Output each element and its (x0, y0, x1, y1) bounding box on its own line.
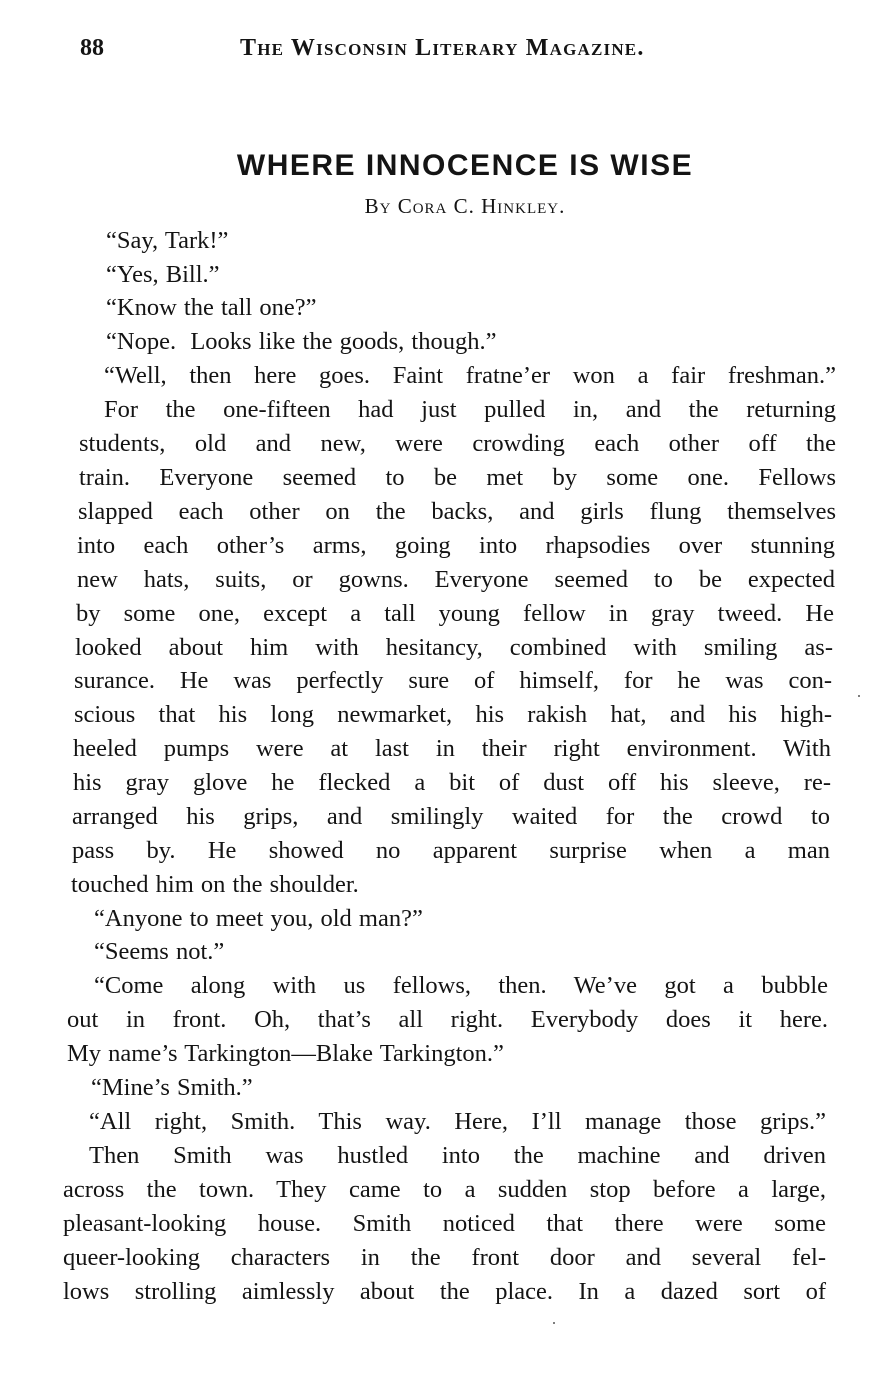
text-line: “All right, Smith. This way. Here, I’ll manage those grips.” (89, 1108, 826, 1135)
text-line: touched him on the shoulder. (71, 871, 359, 898)
text-line: “Anyone to meet you, old man?” (94, 905, 423, 932)
running-head (80, 30, 690, 66)
text-line: new hats, suits, or gowns. Everyone seemed to be expected (77, 566, 835, 593)
text-line: arranged his grips, and smilingly waited for the crowd to (72, 803, 830, 830)
text-line: train. Everyone seemed to be met by some one. Fellows (79, 464, 836, 491)
page-number: 88 (80, 35, 104, 61)
text-line: “Yes, Bill.” (106, 261, 220, 288)
text-line: surance. He was perfectly sure of himself, for he was con- (74, 667, 832, 694)
text-line: across the town. They came to a sudden stop before a large, (63, 1176, 826, 1203)
text-line: Then Smith was hustled into the machine and driven (89, 1142, 826, 1169)
text-line: slapped each other on the backs, and girls flung themselves (78, 498, 836, 525)
article-title: WHERE INNOCENCE IS WISE (236, 149, 694, 182)
text-line: into each other’s arms, going into rhapsodies over stunning (77, 532, 835, 559)
text-line: “Say, Tark!” (106, 227, 229, 254)
byline: By Cora C. Hinkley. (364, 194, 566, 218)
text-line: My name’s Tarkington—Blake Tarkington.” (67, 1040, 504, 1067)
text-line: queer-looking characters in the front door and several fel- (63, 1244, 826, 1271)
text-line: pass by. He showed no apparent surprise when a man (72, 837, 830, 864)
text-line: “Well, then here goes. Faint fratne’er won a fair freshman.” (104, 362, 836, 389)
text-line: For the one-fifteen had just pulled in, and the returning (104, 396, 836, 423)
text-line: heeled pumps were at last in their right environment. With (73, 735, 831, 762)
text-line: “Know the tall one?” (106, 294, 317, 321)
paper-speck (553, 1322, 555, 1324)
text-line: scious that his long newmarket, his rakish hat, and his high- (74, 701, 832, 728)
text-line: “Come along with us fellows, then. We’ve got a bubble (94, 972, 828, 999)
text-line: lows strolling aimlessly about the place. In a dazed sort of (63, 1278, 826, 1305)
text-line: out in front. Oh, that’s all right. Everybody does it here. (67, 1006, 828, 1033)
text-line: “Seems not.” (94, 938, 225, 965)
text-line: “Nope. Looks like the goods, though.” (106, 328, 497, 355)
text-line: students, old and new, were crowding each other off the (79, 430, 836, 457)
text-line: “Mine’s Smith.” (91, 1074, 253, 1101)
text-line: by some one, except a tall young fellow in gray tweed. He (76, 600, 834, 627)
text-line: his gray glove he flecked a bit of dust off his sleeve, re- (73, 769, 831, 796)
text-line: looked about him with hesitancy, combined with smiling as- (75, 634, 833, 661)
paper-speck (858, 695, 860, 697)
journal-title: The Wisconsin Literary Magazine. (240, 35, 645, 61)
text-line: pleasant-looking house. Smith noticed that there were some (63, 1210, 826, 1237)
